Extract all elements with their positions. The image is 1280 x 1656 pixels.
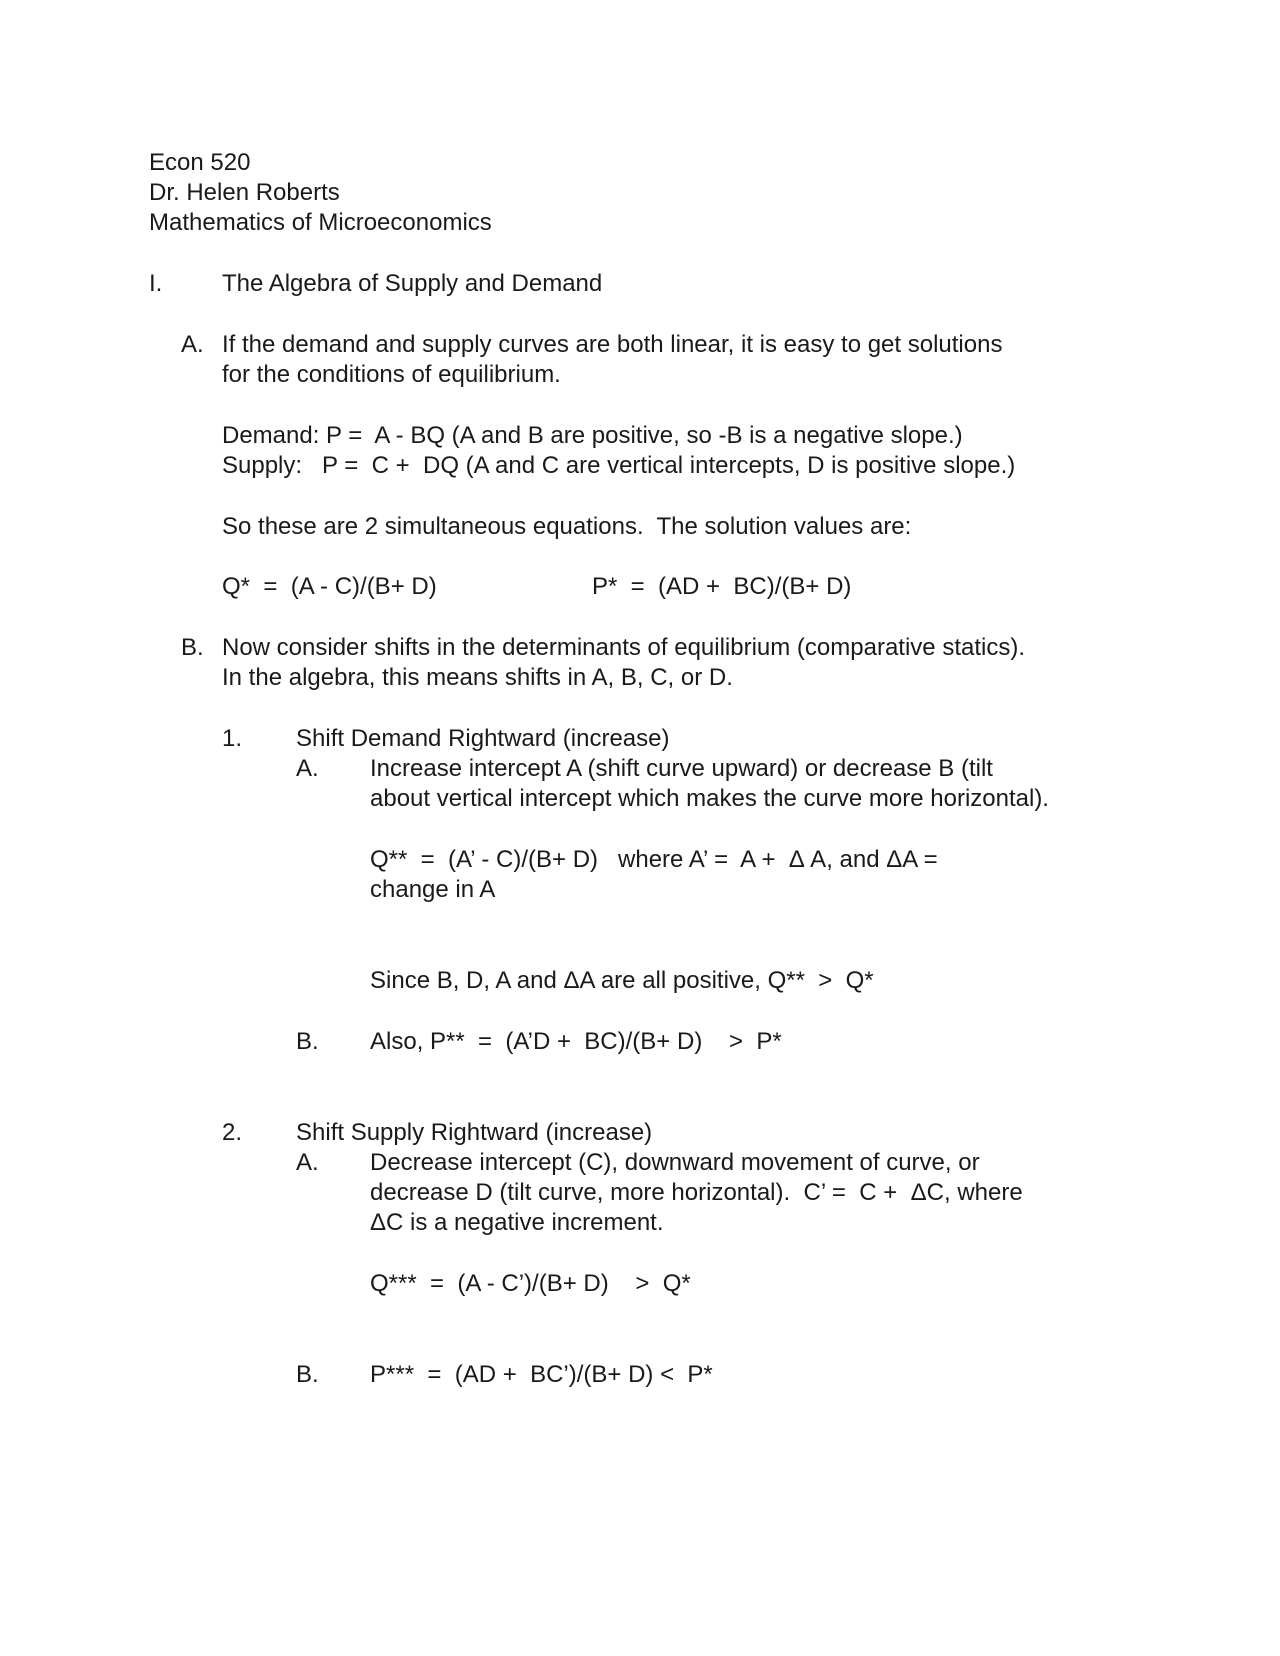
- section-title: The Algebra of Supply and Demand: [222, 270, 603, 297]
- instructor-name: Dr. Helen Roberts: [149, 179, 340, 206]
- item1-suba-line2: about vertical intercept which makes the curve more horizontal).: [370, 785, 1049, 812]
- course-number: Econ 520: [149, 149, 251, 176]
- item1-subb-marker: B.: [296, 1028, 319, 1055]
- p-triple-star-equation: P*** = (AD + BC’)/(B+ D) < P*: [370, 1361, 713, 1388]
- demand-equation: Demand: P = A - BQ (A and B are positive, so -B is a negative slope.): [222, 422, 963, 449]
- item2-suba-marker: A.: [296, 1149, 319, 1176]
- item1-suba-line1: Increase intercept A (shift curve upward) or decrease B (tilt: [370, 755, 993, 782]
- part-b-text-line2: In the algebra, this means shifts in A, B, C, or D.: [222, 664, 733, 691]
- part-a-marker: A.: [181, 331, 204, 358]
- part-b-text-line1: Now consider shifts in the determinants of equilibrium (comparative statics).: [222, 634, 1025, 661]
- q-double-star-equation: Q** = (A’ - C)/(B+ D) where A’ = A + Δ A, and ΔA =: [370, 846, 938, 873]
- section-numeral: I.: [149, 270, 163, 297]
- course-title: Mathematics of Microeconomics: [149, 209, 492, 236]
- q-triple-star-equation: Q*** = (A - C’)/(B+ D) > Q*: [370, 1270, 691, 1297]
- q-double-star-equation-cont: change in A: [370, 876, 496, 903]
- item2-suba-line3: ΔC is a negative increment.: [370, 1209, 664, 1236]
- item2-title: Shift Supply Rightward (increase): [296, 1119, 653, 1146]
- p-star-solution: P* = (AD + BC)/(B+ D): [592, 573, 852, 600]
- item1-number: 1.: [222, 725, 243, 752]
- simultaneous-equations-text: So these are 2 simultaneous equations. The solution values are:: [222, 513, 912, 540]
- q-star-solution: Q* = (A - C)/(B+ D): [222, 573, 437, 600]
- p-double-star-equation: Also, P** = (A’D + BC)/(B+ D) > P*: [370, 1028, 782, 1055]
- item1-suba-marker: A.: [296, 755, 319, 782]
- item1-title: Shift Demand Rightward (increase): [296, 725, 670, 752]
- part-a-text-line1: If the demand and supply curves are both linear, it is easy to get solutions: [222, 331, 1003, 358]
- item2-suba-line1: Decrease intercept (C), downward movement of curve, or: [370, 1149, 980, 1176]
- part-b-marker: B.: [181, 634, 204, 661]
- part-a-text-line2: for the conditions of equilibrium.: [222, 361, 561, 388]
- item2-number: 2.: [222, 1119, 243, 1146]
- item1-conclusion: Since B, D, A and ΔA are all positive, Q** > Q*: [370, 967, 874, 994]
- item2-subb-marker: B.: [296, 1361, 319, 1388]
- supply-equation: Supply: P = C + DQ (A and C are vertical intercepts, D is positive slope.): [222, 452, 1016, 479]
- item2-suba-line2: decrease D (tilt curve, more horizontal). C’ = C + ΔC, where: [370, 1179, 1023, 1206]
